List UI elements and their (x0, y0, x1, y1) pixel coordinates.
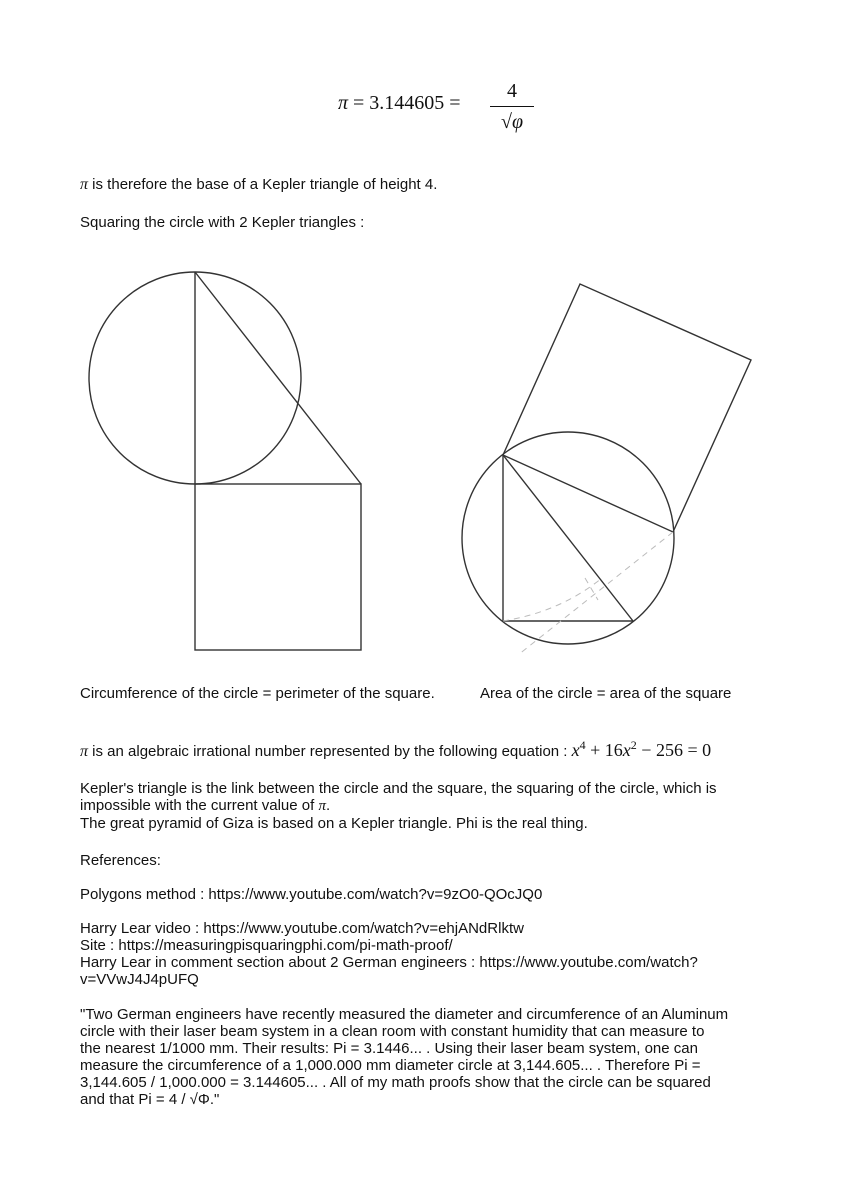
term-rest: − 256 = 0 (636, 740, 712, 760)
fraction-denominator: √φ (500, 111, 524, 133)
references-block (80, 920, 800, 988)
squaring-statement: Squaring the circle with 2 Kepler triangles : (80, 214, 365, 231)
quote-paragraph (80, 1006, 800, 1108)
kepler-link-line2 (80, 797, 780, 815)
caption-left: Circumference of the circle = perimeter of the square. (80, 685, 435, 702)
equation-value: = 3.144605 = (353, 92, 461, 114)
main-equation (0, 78, 848, 148)
quote-line: and that Pi = 4 / √Φ." (80, 1091, 220, 1108)
pi-symbol: π (80, 176, 89, 193)
exponent-4: 4 (579, 738, 586, 752)
pi-symbol: π (80, 743, 89, 760)
algebraic-statement (80, 738, 711, 761)
term-plus: + 16 (585, 740, 623, 760)
left-triangle-hypotenuse (195, 272, 361, 484)
kepler-figure (0, 250, 848, 670)
equation-left (338, 92, 461, 115)
quote-line: circle with their laser beam system in a clean room with constant humidity that can measure to (80, 1023, 705, 1040)
base-statement (80, 176, 770, 193)
base-text: is therefore the base of a Kepler triangle of height 4. (88, 176, 438, 193)
algebraic-text: is an algebraic irrational number represented by the following equation : (88, 743, 572, 760)
pi-symbol: π (318, 798, 326, 814)
quote-line: 3,144.605 / 1,000.000 = 3.144605... . All of my math proofs show that the circle can be squared (80, 1074, 711, 1091)
var-x2: x (622, 740, 631, 760)
kepler-link-line2-text: impossible with the current value of (80, 797, 319, 814)
reference-comment-line1[interactable]: Harry Lear in comment section about 2 German engineers : https://www.youtube.com/watch? (80, 954, 698, 971)
reference-polygons[interactable]: Polygons method : https://www.youtube.com/watch?v=9zO0-QOcJQ0 (80, 886, 543, 903)
exponent-2: 2 (630, 738, 637, 752)
reference-site[interactable]: Site : https://measuringpisquaringphi.com/pi-math-proof/ (80, 937, 453, 954)
right-square (503, 284, 751, 532)
dashed-extension (518, 532, 673, 655)
pi-symbol: π (338, 92, 349, 114)
quote-line: the nearest 1/1000 mm. Their results: Pi = 3.1446... . Using their laser beam system, one can (80, 1040, 698, 1057)
polynomial-equation (572, 740, 711, 760)
quote-line: measure the circumference of a 1,000.000 mm diameter circle at 3,144.605... . Therefore Pi = (80, 1057, 701, 1074)
right-triangle-hypotenuse (503, 455, 633, 621)
kepler-link-line1: Kepler's triangle is the link between the circle and the square, the squaring of the circle, which is (80, 780, 717, 797)
reference-comment-line2[interactable]: v=VVwJ4J4pUFQ (80, 971, 199, 988)
reference-harry-video[interactable]: Harry Lear video : https://www.youtube.com/watch?v=ehjANdRlktw (80, 920, 524, 937)
period: . (325, 797, 331, 814)
references-label: References: (80, 852, 161, 869)
kepler-link-paragraph (80, 780, 780, 832)
equation-fraction (490, 78, 534, 137)
quote-line: "Two German engineers have recently measured the diameter and circumference of an Aluminum (80, 1006, 729, 1023)
left-square (195, 484, 361, 650)
fraction-numerator: 4 (507, 80, 517, 102)
var-x: x (571, 740, 580, 760)
pyramid-line: The great pyramid of Giza is based on a Kepler triangle. Phi is the real thing. (80, 815, 588, 832)
dashed-arc (503, 578, 602, 621)
caption-right: Area of the circle = area of the square (480, 685, 732, 702)
